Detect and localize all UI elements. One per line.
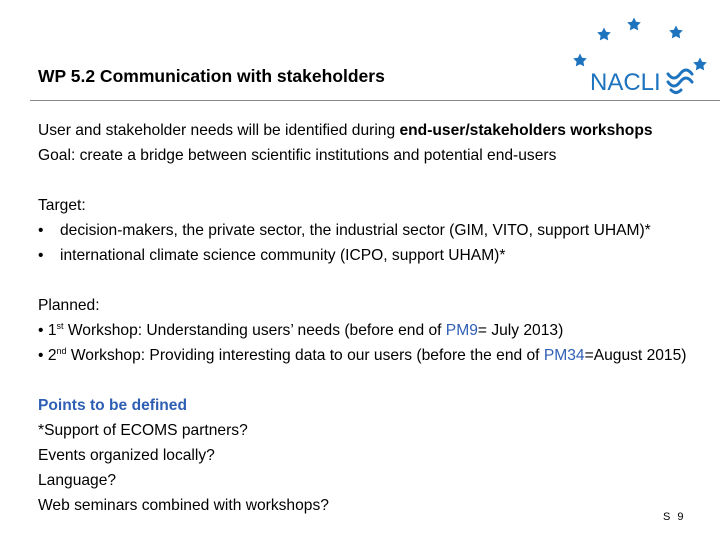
slide-title: WP 5.2 Communication with stakeholders	[38, 66, 385, 86]
workshop-1-text: Workshop: Understanding users’ needs (before end of	[63, 322, 446, 339]
star-icon	[627, 18, 641, 31]
spacer	[38, 168, 688, 193]
points-heading: Points to be defined	[38, 397, 188, 414]
workshop-1-pm: PM9	[445, 322, 478, 339]
page-number: S 9	[663, 511, 686, 523]
intro-needs-bold: end-user/stakeholders workshops	[399, 122, 653, 139]
intro-goal: Goal: create a bridge between scientific institutions and potential end-users	[38, 147, 557, 164]
wave-icon	[668, 70, 692, 93]
workshop-2-number: 2	[47, 347, 57, 364]
workshop-2-suffix: nd	[56, 346, 67, 356]
planned-workshop-1	[38, 318, 688, 343]
nacliv-logo	[560, 10, 720, 100]
bullet-icon: •	[38, 347, 44, 364]
workshop-1-suffix: st	[56, 321, 64, 331]
workshop-1-number: 1	[47, 322, 57, 339]
bullet-icon: •	[38, 222, 44, 239]
bullet-icon: •	[38, 322, 44, 339]
intro-needs-text: User and stakeholder needs will be identified during	[38, 122, 400, 139]
points-item: Events organized locally?	[38, 447, 215, 464]
points-item: *Support of ECOMS partners?	[38, 422, 248, 439]
slide-body	[38, 118, 688, 518]
planned-heading: Planned:	[38, 297, 100, 314]
target-item-text: decision-makers, the private sector, the industrial sector (GIM, VITO, support UHAM)*	[60, 222, 651, 239]
logo-wordmark: NACLI	[590, 69, 661, 96]
star-icon	[693, 58, 707, 71]
points-item: Web seminars combined with workshops?	[38, 497, 329, 514]
bullet-icon: •	[38, 247, 44, 264]
workshop-2-date: =August 2015)	[584, 347, 687, 364]
spacer	[38, 268, 688, 293]
workshop-2-text: Workshop: Providing interesting data to our users (before the end of	[66, 347, 544, 364]
title-divider	[30, 100, 720, 101]
target-item	[38, 243, 688, 268]
workshop-2-pm: PM34	[543, 347, 585, 364]
star-icon	[573, 54, 587, 67]
target-heading: Target:	[38, 197, 86, 214]
star-icon	[597, 28, 611, 41]
intro-needs	[38, 118, 688, 143]
star-icon	[669, 26, 683, 39]
workshop-1-date: = July 2013)	[477, 322, 564, 339]
spacer	[38, 368, 688, 393]
target-item-text: international climate science community (ICPO, support UHAM)*	[60, 247, 506, 264]
points-item: Language?	[38, 472, 117, 489]
planned-workshop-2	[38, 343, 688, 368]
target-item	[38, 218, 688, 243]
